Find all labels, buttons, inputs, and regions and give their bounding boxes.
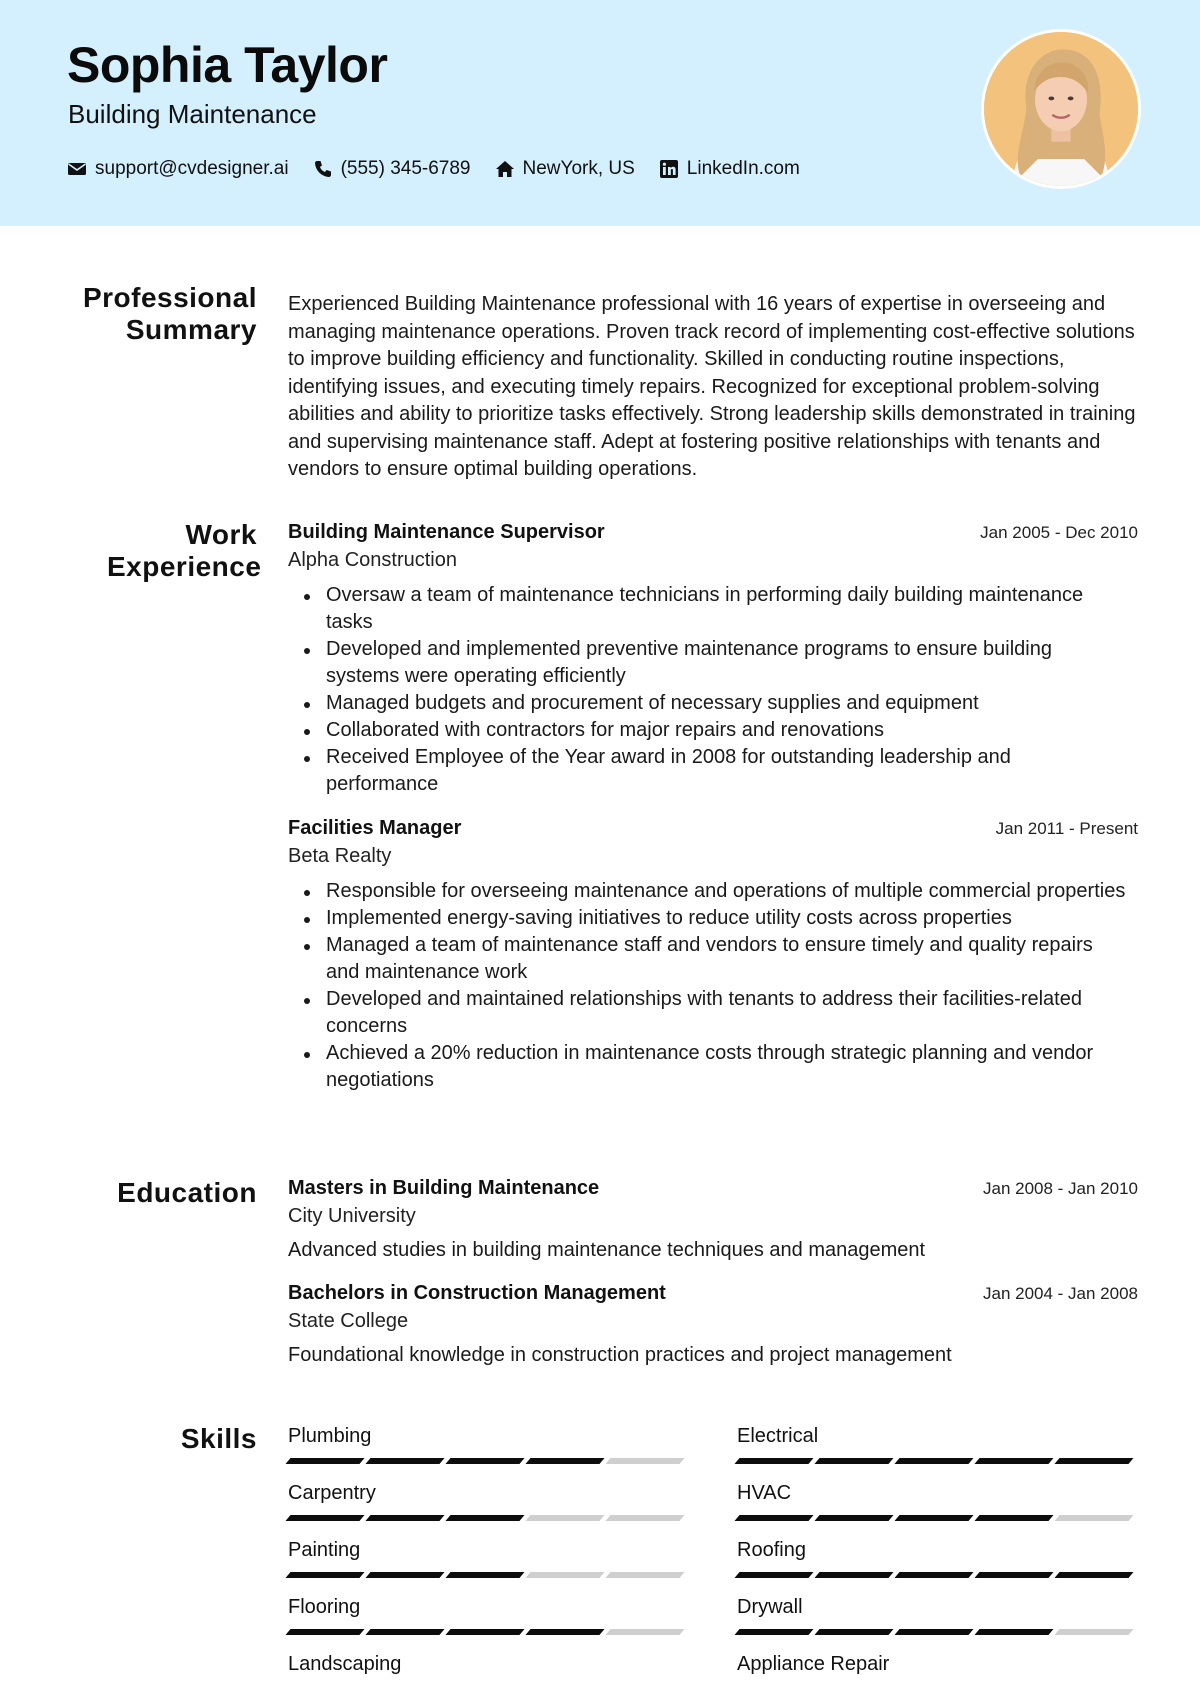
job-bullet: Managed budgets and procurement of necessary supplies and equipment (288, 690, 1138, 717)
skill-name: Electrical (737, 1425, 819, 1447)
skill-item (288, 1596, 688, 1635)
home-icon (495, 159, 515, 179)
skill-name: Drywall (737, 1596, 803, 1618)
contact-location[interactable] (495, 158, 635, 180)
skill-name: Flooring (288, 1596, 361, 1618)
skill-level-bar (737, 1515, 1137, 1521)
skill-segment-filled (285, 1629, 364, 1635)
skill-level-bar (288, 1458, 688, 1464)
skill-item (737, 1425, 1137, 1464)
candidate-name: Sophia Taylor (67, 37, 388, 93)
skill-name: Appliance Repair (737, 1653, 890, 1675)
skill-segment-filled (974, 1572, 1053, 1578)
phone-icon (313, 159, 333, 179)
skill-name: Landscaping (288, 1653, 402, 1675)
job-bullets (288, 582, 1138, 798)
skill-level-bar (288, 1572, 688, 1578)
skill-segment-filled (445, 1458, 524, 1464)
skill-segment-filled (445, 1629, 524, 1635)
skill-item (288, 1539, 688, 1578)
degree-title: Masters in Building Maintenance (288, 1177, 600, 1199)
section-title-education-text: Education (117, 1177, 257, 1208)
section-title-work (107, 519, 262, 583)
skill-segment-filled (1054, 1458, 1133, 1464)
skill-segment-filled (1054, 1572, 1133, 1578)
skill-segment-filled (525, 1629, 604, 1635)
skill-segment-filled (734, 1515, 813, 1521)
job-bullet: Responsible for overseeing maintenance and operations of multiple commercial properties (288, 878, 1138, 905)
job-bullets (288, 878, 1138, 1094)
skill-segment-filled (734, 1629, 813, 1635)
skill-segment-empty (525, 1572, 604, 1578)
skill-segment-filled (365, 1515, 444, 1521)
job-date: Jan 2011 - Present (995, 819, 1138, 838)
contact-phone[interactable] (313, 158, 471, 180)
skill-item (737, 1653, 1137, 1684)
work-entry (288, 521, 1138, 798)
summary-text: Experienced Building Maintenance professional with 16 years of expertise in overseeing and managing maintenance operations. Proven track record of implementing cost-effective solutions to improve building efficiency and functionality. Skilled in conducting routine inspections, identifying issues, and executing timely repairs. Recognized for exceptional problem-solving abilities and ability to prioritize tasks effectively. Strong leadership skills demonstrated in training and supervising maintenance staff. Adept at fostering positive relationships with tenants and vendors to ensure optimal building operations. (288, 293, 1136, 480)
contact-email-text: support@cvdesigner.ai (95, 158, 289, 179)
skill-segment-filled (814, 1515, 893, 1521)
skill-segment-filled (365, 1458, 444, 1464)
envelope-icon (67, 159, 87, 179)
contact-list (67, 158, 824, 180)
job-bullet: Managed a team of maintenance staff and vendors to ensure timely and quality repairs and maintenance work (288, 932, 1138, 986)
skill-segment-filled (445, 1515, 524, 1521)
skill-segment-filled (894, 1629, 973, 1635)
section-title-education (117, 1177, 257, 1209)
skill-segment-filled (734, 1458, 813, 1464)
job-company: Alpha Construction (288, 549, 457, 571)
skill-segment-filled (814, 1458, 893, 1464)
skill-item (288, 1653, 688, 1684)
skill-segment-empty (1054, 1515, 1133, 1521)
degree-date: Jan 2004 - Jan 2008 (982, 1284, 1138, 1303)
job-bullet: Implemented energy-saving initiatives to reduce utility costs across properties (288, 905, 1138, 932)
skill-name: Roofing (737, 1539, 806, 1561)
contact-linkedin[interactable] (659, 158, 800, 180)
skill-segment-filled (814, 1629, 893, 1635)
skill-segment-filled (365, 1572, 444, 1578)
skill-segment-empty (605, 1572, 684, 1578)
contact-email[interactable] (67, 158, 289, 180)
skill-segment-filled (974, 1458, 1053, 1464)
skill-segment-empty (1054, 1629, 1133, 1635)
job-title: Facilities Manager (288, 817, 462, 839)
skill-segment-empty (605, 1515, 684, 1521)
section-title-summary (77, 282, 257, 346)
contact-phone-text: (555) 345-6789 (340, 158, 471, 179)
job-bullet: Collaborated with contractors for major repairs and renovations (288, 717, 1138, 744)
skill-segment-filled (285, 1458, 364, 1464)
job-date: Jan 2005 - Dec 2010 (980, 523, 1138, 542)
skill-segment-filled (525, 1458, 604, 1464)
skill-segment-filled (445, 1572, 524, 1578)
job-bullet: Developed and implemented preventive maintenance programs to ensure building systems were operating efficiently (288, 636, 1138, 690)
skill-name: HVAC (737, 1482, 792, 1504)
linkedin-icon (659, 159, 679, 179)
skill-name: Plumbing (288, 1425, 372, 1447)
skill-level-bar (288, 1515, 688, 1521)
skill-segment-filled (365, 1629, 444, 1635)
degree-date: Jan 2008 - Jan 2010 (982, 1179, 1138, 1198)
contact-location-text: NewYork, US (522, 158, 635, 179)
candidate-title: Building Maintenance (68, 99, 317, 129)
contact-linkedin-text: LinkedIn.com (686, 158, 800, 179)
education-entry (288, 1282, 1138, 1367)
skill-segment-filled (974, 1515, 1053, 1521)
skill-level-bar (737, 1629, 1137, 1635)
job-bullet: Developed and maintained relationships with tenants to address their facilities-related concerns (288, 986, 1138, 1040)
skill-item (288, 1425, 688, 1464)
skill-segment-empty (525, 1515, 604, 1521)
skill-segment-filled (974, 1629, 1053, 1635)
section-title-summary-text: Professional Summary (82, 282, 257, 345)
avatar-illustration (984, 32, 1138, 186)
skill-segment-empty (605, 1458, 684, 1464)
job-bullet: Achieved a 20% reduction in maintenance costs through strategic planning and vendor negotiations (288, 1040, 1138, 1094)
skill-item (737, 1482, 1137, 1521)
degree-description: Advanced studies in building maintenance techniques and management (288, 1239, 926, 1261)
skill-segment-filled (894, 1458, 973, 1464)
job-title: Building Maintenance Supervisor (288, 521, 605, 543)
section-title-skills (181, 1423, 257, 1455)
degree-title: Bachelors in Construction Management (288, 1282, 666, 1304)
skill-segment-filled (285, 1515, 364, 1521)
degree-description: Foundational knowledge in construction practices and project management (288, 1344, 952, 1366)
skill-segment-empty (605, 1629, 684, 1635)
school-name: City University (288, 1205, 416, 1227)
skill-level-bar (737, 1572, 1137, 1578)
skill-level-bar (288, 1629, 688, 1635)
skill-segment-filled (814, 1572, 893, 1578)
skill-segment-filled (734, 1572, 813, 1578)
skill-item (288, 1482, 688, 1521)
work-entry (288, 817, 1138, 1094)
skill-item (737, 1596, 1137, 1635)
job-company: Beta Realty (288, 845, 392, 867)
section-title-work-text: Work Experience (107, 519, 262, 582)
school-name: State College (288, 1310, 409, 1332)
skill-segment-filled (894, 1572, 973, 1578)
profile-photo (981, 29, 1141, 189)
skill-name: Painting (288, 1539, 361, 1561)
skill-segment-filled (894, 1515, 973, 1521)
education-entry (288, 1177, 1138, 1262)
skill-item (737, 1539, 1137, 1578)
header-banner (0, 0, 1200, 226)
job-bullet: Received Employee of the Year award in 2008 for outstanding leadership and performance (288, 744, 1138, 798)
job-bullet: Oversaw a team of maintenance technicians in performing daily building maintenance tasks (288, 582, 1138, 636)
section-title-skills-text: Skills (180, 1423, 257, 1454)
skill-level-bar (737, 1458, 1137, 1464)
skill-segment-filled (285, 1572, 364, 1578)
skill-name: Carpentry (288, 1482, 376, 1504)
